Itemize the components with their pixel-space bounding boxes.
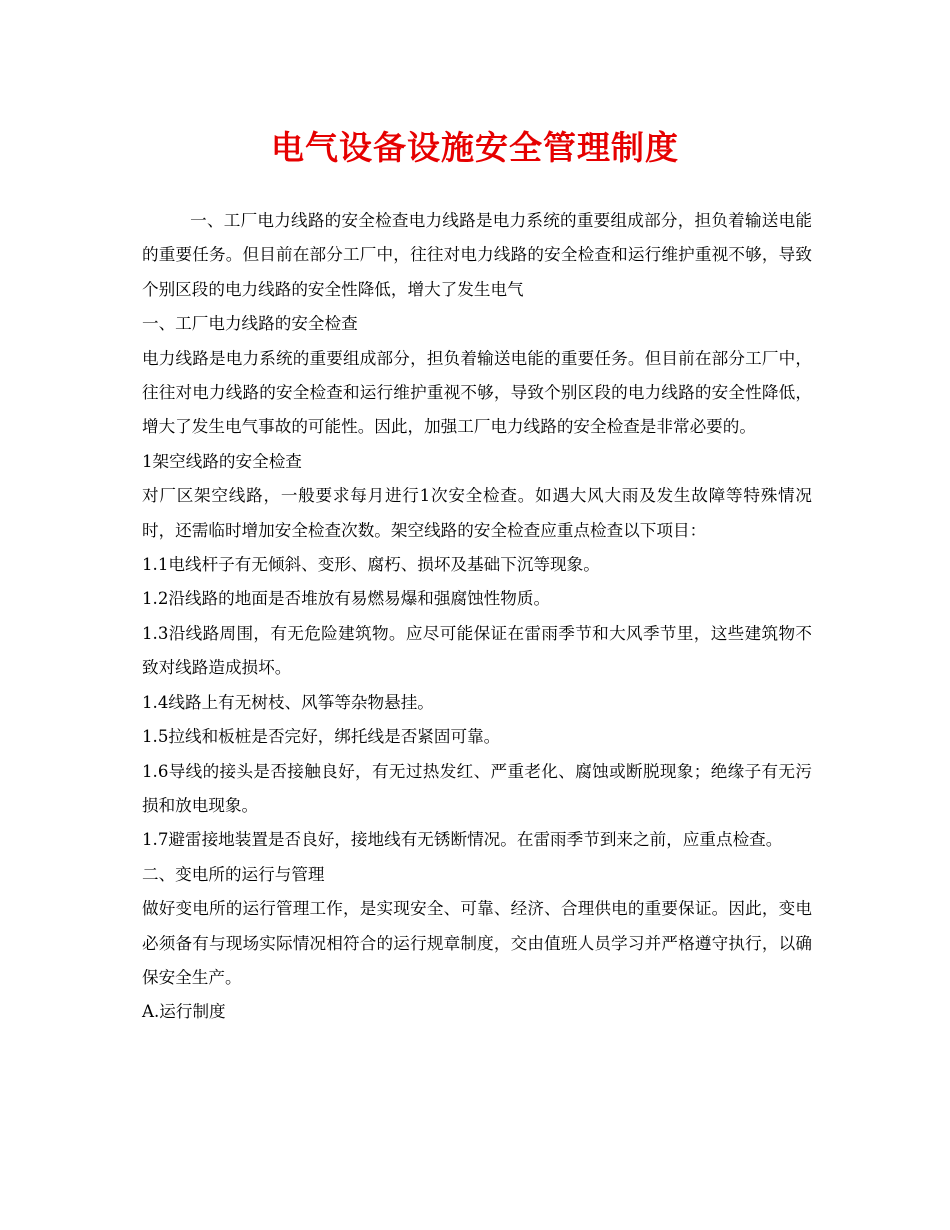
document-body xyxy=(142,204,812,1030)
section-heading-2: 二、变电所的运行与管理 xyxy=(142,864,325,884)
page-title: 电气设备设施安全管理制度 xyxy=(271,128,679,167)
subsection-heading-1: 1架空线路的安全检查 xyxy=(142,451,302,471)
list-item: 1.1电线杆子有无倾斜、变形、腐朽、损坏及基础下沉等现象。 xyxy=(142,555,600,575)
intro-paragraph: 一、工厂电力线路的安全检查电力线路是电力系统的重要组成部分，担负着输送电能的重要任务。但目前在部分工厂中，往往对电力线路的安全检查和运行维护重视不够，导致个别区段的电力线路的安全性降低，增大了发生电气 xyxy=(142,211,812,299)
section-heading-1: 一、工厂电力线路的安全检查 xyxy=(142,314,358,334)
list-item: 1.6导线的接头是否接触良好，有无过热发红、严重老化、腐蚀或断脱现象；绝缘子有无污损和放电现象。 xyxy=(142,761,812,815)
list-item: 1.2沿线路的地面是否堆放有易燃易爆和强腐蚀性物质。 xyxy=(142,589,551,609)
list-item: 1.4线路上有无树枝、风筝等杂物悬挂。 xyxy=(142,692,434,712)
list-item: 1.5拉线和板桩是否完好，绑托线是否紧固可靠。 xyxy=(142,727,501,747)
paragraph: 做好变电所的运行管理工作，是实现安全、可靠、经济、合理供电的重要保证。因此，变电必须备有与现场实际情况相符合的运行规章制度，交由值班人员学习并严格遵守执行，以确保安全生产。 xyxy=(142,899,812,987)
paragraph: 对厂区架空线路，一般要求每月进行1次安全检查。如遇大风大雨及发生故障等特殊情况时，还需临时增加安全检查次数。架空线路的安全检查应重点检查以下项目： xyxy=(142,486,812,540)
list-item: 1.7避雷接地装置是否良好，接地线有无锈断情况。在雷雨季节到来之前，应重点检查。 xyxy=(142,830,783,850)
paragraph: 电力线路是电力系统的重要组成部分，担负着输送电能的重要任务。但目前在部分工厂中，往往对电力线路的安全检查和运行维护重视不够，导致个别区段的电力线路的安全性降低，增大了发生电气事故的可能性。因此，加强工厂电力线路的安全检查是非常必要的。 xyxy=(142,348,812,437)
subsection-heading-a: A.运行制度 xyxy=(142,1002,226,1022)
list-item: 1.3沿线路周围，有无危险建筑物。应尽可能保证在雷雨季节和大风季节里，这些建筑物不致对线路造成损坏。 xyxy=(142,623,812,678)
